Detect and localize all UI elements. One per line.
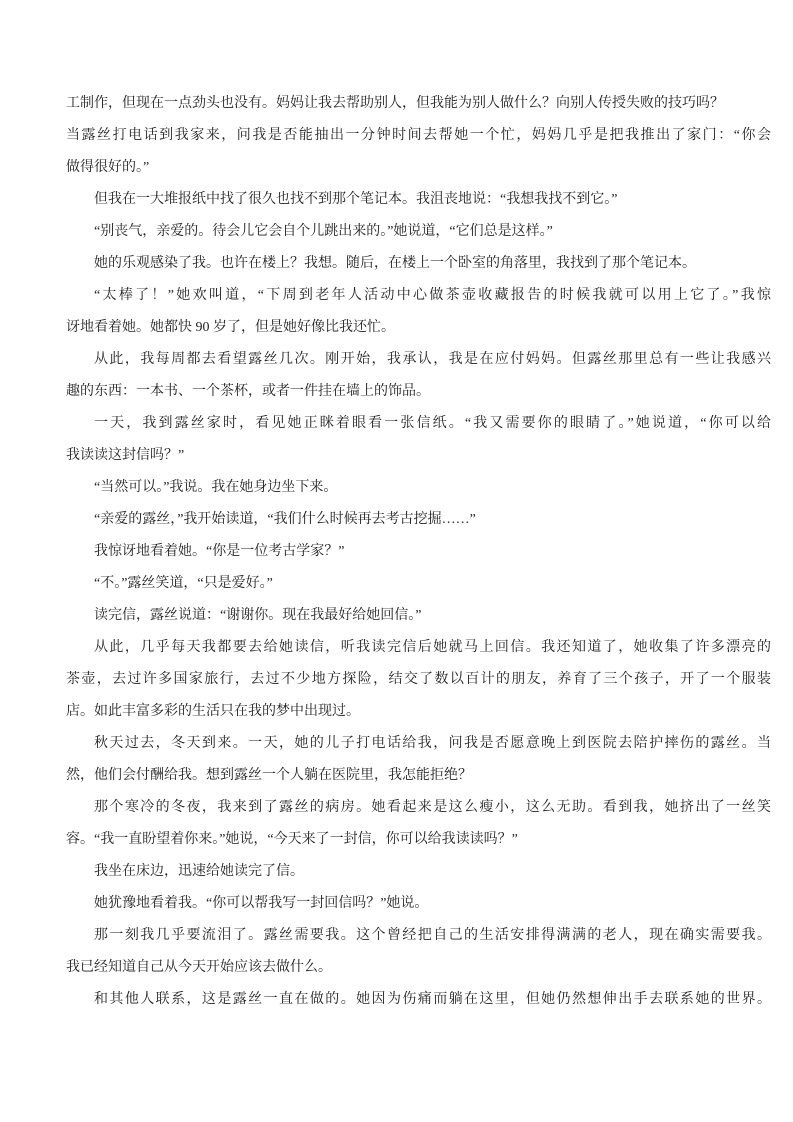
- text-line: 容。“我一直盼望着你来。”她说，“今天来了一封信，你可以给我读读吗？”: [66, 832, 518, 847]
- text-line: 做得很好的。”: [66, 160, 150, 175]
- text-line: 趣的东西：一本书、一个茶杯，或者一件挂在墙上的饰品。: [66, 384, 430, 399]
- text-line: 然，他们会付酬给我。想到露丝一个人躺在医院里，我怎能拒绝？: [66, 768, 472, 783]
- text-line: 一天，我到露丝家时，看见她正眯着眼看一张信纸。“我又需要你的眼睛了。”她说道，“你可以给: [94, 416, 771, 431]
- text-line: 和其他人联系，这是露丝一直在做的。她因为伤痛而躺在这里，但她仍然想伸出手去联系她的世界。: [94, 992, 771, 1007]
- text-line: 我已经知道自己从今天开始应该去做什么。: [66, 960, 332, 975]
- text-line: 但我在一大堆报纸中找了很久也找不到那个笔记本。我沮丧地说：“我想我找不到它。”: [94, 192, 618, 207]
- text-line: 她犹豫地看着我。“你可以帮我写一封回信吗？”她说。: [94, 896, 429, 911]
- text-line: 工制作，但现在一点劲头也没有。妈妈让我去帮助别人，但我能为别人做什么？向别人传授失败的技巧吗？: [66, 96, 724, 111]
- text-line: 我惊讶地看着她。“你是一位考古学家？”: [94, 544, 345, 559]
- text-line: 那个寒冷的冬夜，我来到了露丝的病房。她看起来是这么瘦小，这么无助。看到我，她挤出了一丝笑: [94, 800, 771, 815]
- text-line: “别丧气，亲爱的。待会儿它会自个儿跳出来的。”她说道，“它们总是这样。”: [94, 224, 553, 239]
- text-line: 当露丝打电话到我家来，问我是否能抽出一分钟时间去帮她一个忙，妈妈几乎是把我推出了家门：“你会: [66, 128, 771, 143]
- text-line: 那一刻我几乎要流泪了。露丝需要我。这个曾经把自己的生活安排得满满的老人，现在确实需要我。: [94, 928, 771, 943]
- text-line: 她的乐观感染了我。也许在楼上？我想。随后，在楼上一个卧室的角落里，我找到了那个笔记本。: [94, 256, 696, 271]
- text-line: “不。”露丝笑道，“只是爱好。”: [94, 576, 273, 591]
- text-line: 讶地看着她。她都快 90 岁了，但是她好像比我还忙。: [66, 320, 395, 335]
- text-line: 读完信，露丝说道：“谢谢你。现在我最好给她回信。”: [94, 608, 422, 623]
- text-line: “亲爱的露丝，”我开始读道，“我们什么时候再去考古挖掘……”: [94, 512, 476, 527]
- text-line: 从此，我每周都去看望露丝几次。刚开始，我承认，我是在应付妈妈。但露丝那里总有一些让我感兴: [94, 352, 771, 367]
- text-line: 店。如此丰富多彩的生活只在我的梦中出现过。: [66, 704, 360, 719]
- passage-text: [66, 88, 771, 1016]
- text-line: 我读读这封信吗？”: [66, 448, 185, 463]
- text-line: 从此，几乎每天我都要去给她读信，听我读完信后她就马上回信。我还知道了，她收集了许多漂亮的: [94, 640, 771, 655]
- text-line: “当然可以。”我说。我在她身边坐下来。: [94, 480, 338, 495]
- text-line: 我坐在床边，迅速给她读完了信。: [94, 864, 304, 879]
- text-line: 秋天过去，冬天到来。一天，她的儿子打电话给我，问我是否愿意晚上到医院去陪护摔伤的露丝。当: [94, 736, 771, 751]
- text-line: 茶壶，去过许多国家旅行，去过不少地方探险，结交了数以百计的朋友，养育了三个孩子，开了一个服装: [66, 672, 771, 687]
- text-line: “太棒了！”她欢叫道，“下周到老年人活动中心做茶壶收藏报告的时候我就可以用上它了。”我惊: [94, 288, 771, 303]
